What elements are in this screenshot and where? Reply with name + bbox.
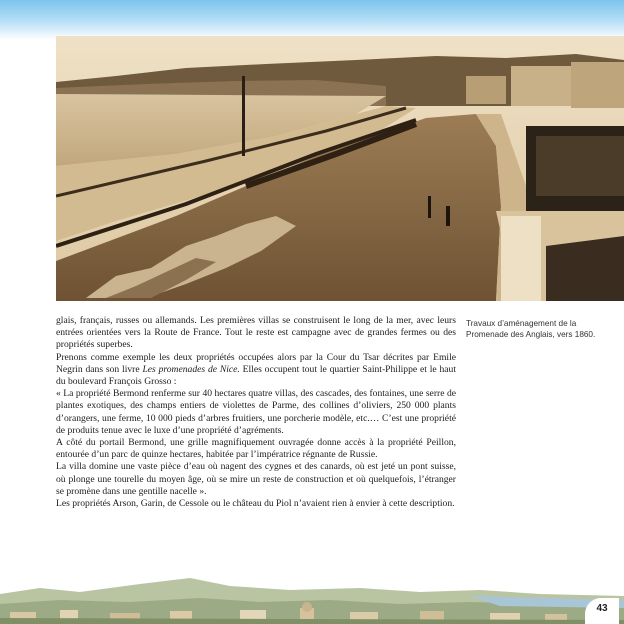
paragraph-2-rest: Elles occupent tout le quartier Saint-Philippe et le haut du boulevard François Grosso : [56, 363, 456, 388]
page-number: 43 [596, 603, 608, 614]
header-gradient-band [0, 0, 624, 40]
historic-photo [56, 36, 624, 301]
caption-line-2: Promenade des Anglais, vers 1860. [466, 330, 596, 339]
panorama-engraving-icon [0, 574, 624, 624]
promenade-photo-icon [56, 36, 624, 301]
paragraph-5: La villa domine une vaste pièce d’eau où nagent des cygnes et des canards, où est jeté un pont suisse, où plonge une tourelle du moyen âge, où se mire un reste de construction et où quelquefois, l’étranger se promène dans une gentille nacelle ». [56, 461, 456, 497]
paragraph-3: « La propriété Bermond renferme sur 40 hectares quatre villas, des cascades, des fontaines, une serre de plantes exotiques, des champs entiers de violettes de Parme, des collines d’oliviers, 250 000 plants d’orangers, une ferme, 10 000 pieds d’arbres fruitiers, une porcherie modèle, etc.… C’est une propriété de produits tenue avec le luxe d’une propriété d’agréments. [56, 388, 456, 436]
photo-caption [466, 318, 616, 340]
caption-line-1: Travaux d’aménagement de la [466, 319, 577, 328]
paragraph-2 [56, 352, 456, 389]
city-panorama [0, 574, 624, 624]
paragraph-1: glais, français, russes ou allemands. Les premières villas se construisent le long de la mer, avec leurs entrées orientées vers la Route de France. Tout le reste est campagne avec de grandes fermes ou des propriétés superbes. [56, 315, 456, 351]
book-title: Les promenades de Nice. [142, 363, 240, 375]
paragraph-4: A côté du portail Bermond, une grille magnifiquement ouvragée donne accès à la propriété Peillon, entourée d’un parc de quinze hectares, habitée par l’impératrice régnante de Russie. [56, 437, 456, 461]
article-body [56, 315, 456, 510]
paragraph-2-intro: Prenons comme exemple les deux propriétés occupées alors par la Cour du Tsar décrites par Emile Negrin dans son livre [56, 351, 456, 375]
paragraph-6: Les propriétés Arson, Garin, de Cessole ou le château du Piol n’avaient rien à envier à cette description. [56, 498, 455, 510]
